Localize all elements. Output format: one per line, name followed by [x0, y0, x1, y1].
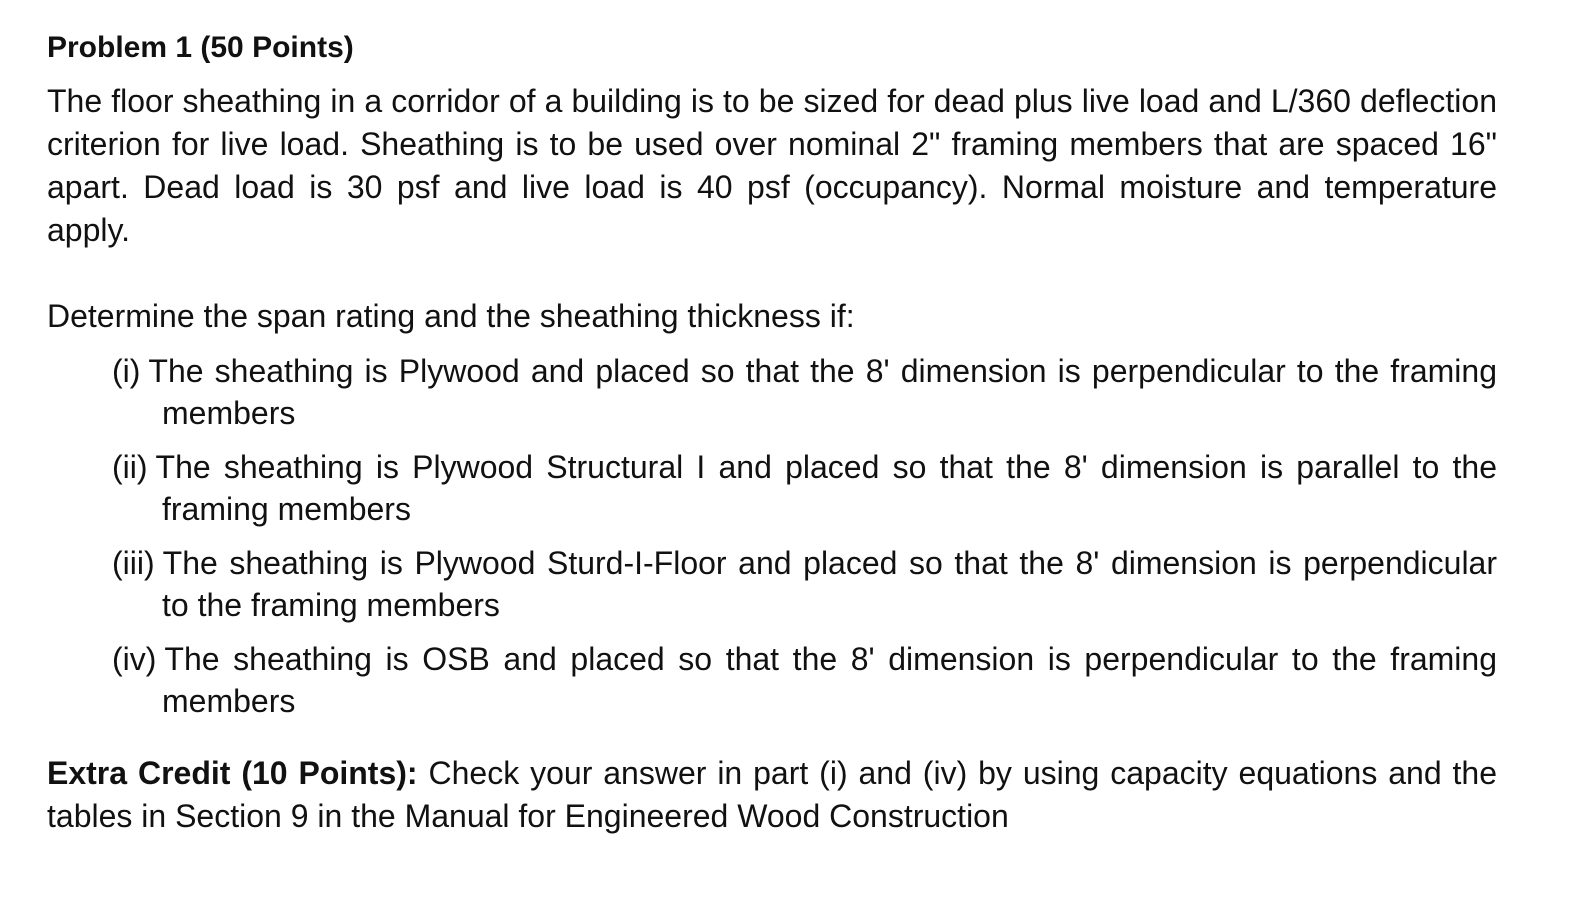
part-marker: (ii): [112, 449, 148, 485]
part-text: The sheathing is Plywood Sturd-I-Floor and placed so that the 8' dimension is perpendicular to the framing members: [162, 545, 1497, 623]
part-marker: (iii): [112, 545, 155, 581]
extra-credit: [47, 752, 1497, 838]
problem-statement: The floor sheathing in a corridor of a building is to be sized for dead plus live load and L/360 deflection criterion for live load. Sheathing is to be used over nominal 2" framing members that are spaced 16" apart. Dead load is 30 psf and live load is 40 psf (occupancy). Normal moisture and temperature apply.: [47, 83, 1497, 248]
part-item-i: [112, 350, 1497, 434]
extra-credit-lead: Extra Credit (10 Points):: [47, 755, 418, 791]
part-marker: (iv): [112, 641, 157, 677]
parts-list: [47, 350, 1530, 722]
part-item-iii: [112, 542, 1497, 626]
part-item-ii: [112, 446, 1497, 530]
part-marker: (i): [112, 353, 141, 389]
part-text: The sheathing is Plywood Structural I and placed so that the 8' dimension is parallel to the framing members: [155, 449, 1497, 527]
paragraph-spacer: [47, 252, 1530, 295]
part-text: The sheathing is OSB and placed so that the 8' dimension is perpendicular to the framing members: [162, 641, 1497, 719]
extra-credit-text: Check your answer in part (i) and (iv) by using capacity equations and the tables in Section 9 in the Manual for Engineered Wood Construction: [47, 755, 1498, 834]
part-text: The sheathing is Plywood and placed so that the 8' dimension is perpendicular to the framing members: [148, 353, 1497, 431]
determine-instruction: Determine the span rating and the sheathing thickness if:: [47, 298, 855, 334]
problem-title: Problem 1 (50 Points): [47, 31, 354, 64]
part-item-iv: [112, 638, 1497, 722]
